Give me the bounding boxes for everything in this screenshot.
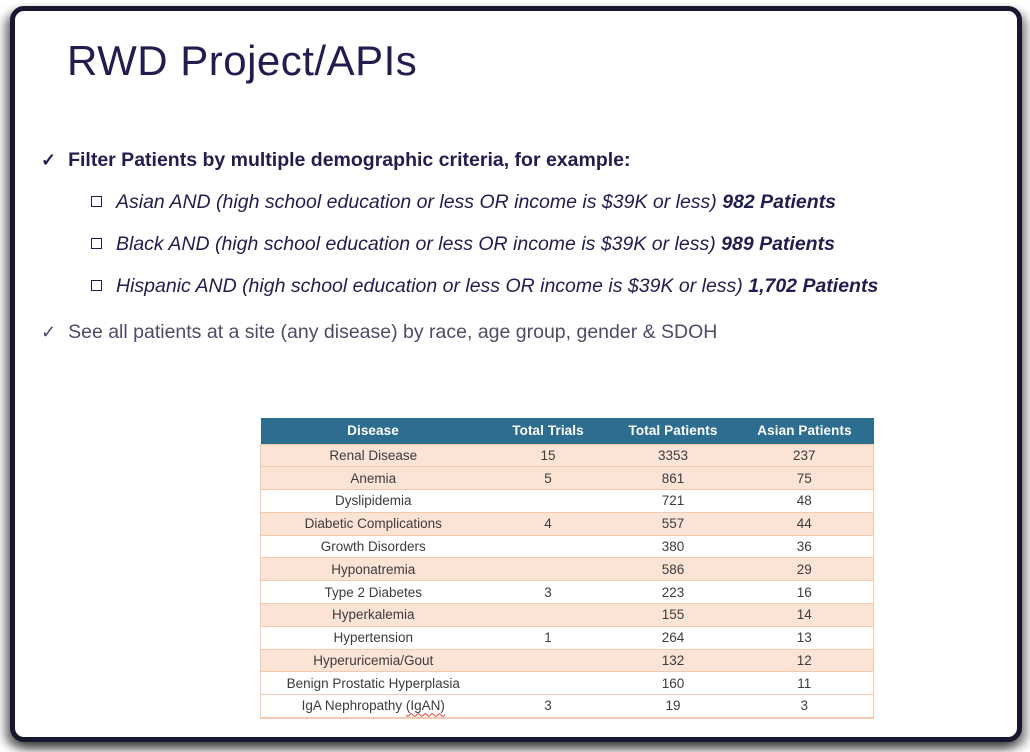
cell-total-trials (486, 535, 611, 558)
sub-bullet-asian (91, 190, 1007, 214)
column-header-asian-patients: Asian Patients (736, 418, 874, 444)
sub-bullet-hispanic-text: Hispanic AND (high school education or less OR income is $39K or less) 1,702 Patients (116, 275, 879, 297)
checkmark-icon: ✓ (41, 150, 57, 170)
sub-bullet-black (91, 232, 1007, 256)
cell-total-trials (486, 490, 611, 513)
table-row (261, 672, 874, 695)
table-row (261, 558, 874, 581)
table-row (261, 512, 874, 535)
cell-asian-patients: 14 (736, 604, 874, 627)
table-row (261, 444, 874, 467)
cell-disease: Benign Prostatic Hyperplasia (261, 672, 486, 695)
table-row (261, 490, 874, 513)
cell-asian-patients: 75 (736, 467, 874, 490)
cell-total-trials: 5 (486, 467, 611, 490)
column-header-disease: Disease (261, 418, 486, 444)
cell-total-patients: 3353 (611, 444, 736, 467)
slide (10, 6, 1022, 742)
cell-total-patients: 223 (611, 581, 736, 604)
cell-asian-patients: 12 (736, 649, 874, 672)
cell-total-patients: 155 (611, 604, 736, 627)
cell-asian-patients: 44 (736, 512, 874, 535)
cell-total-patients: 861 (611, 467, 736, 490)
square-bullet-icon (91, 280, 102, 291)
cell-total-trials: 1 (486, 626, 611, 649)
cell-asian-patients: 3 (736, 695, 874, 718)
bullet-see-all-patients (41, 320, 997, 344)
square-bullet-icon (91, 238, 102, 249)
cell-total-patients: 380 (611, 535, 736, 558)
column-header-total-patients: Total Patients (611, 418, 736, 444)
sub-bullet-black-text: Black AND (high school education or less OR income is $39K or less) 989 Patients (116, 233, 835, 255)
cell-total-trials: 15 (486, 444, 611, 467)
cell-asian-patients: 48 (736, 490, 874, 513)
cell-total-patients: 586 (611, 558, 736, 581)
disease-table-body (261, 444, 874, 718)
cell-total-patients: 19 (611, 695, 736, 718)
cell-disease: Anemia (261, 467, 486, 490)
cell-disease: IgA Nephropathy (IgAN) (261, 695, 486, 718)
cell-total-patients: 721 (611, 490, 736, 513)
table-row (261, 467, 874, 490)
cell-disease: Hyperkalemia (261, 604, 486, 627)
cell-asian-patients: 36 (736, 535, 874, 558)
cell-total-patients: 160 (611, 672, 736, 695)
column-header-total-trials: Total Trials (486, 418, 611, 444)
page-title: RWD Project/APIs (67, 37, 418, 84)
cell-disease: Hypertension (261, 626, 486, 649)
asian-patient-count: 982 Patients (722, 191, 837, 213)
sub-bullet-asian-text: Asian AND (high school education or less OR income is $39K or less) 982 Patients (116, 191, 837, 213)
cell-total-trials (486, 672, 611, 695)
cell-asian-patients: 29 (736, 558, 874, 581)
cell-disease: Growth Disorders (261, 535, 486, 558)
cell-disease: Hyponatremia (261, 558, 486, 581)
cell-total-trials: 3 (486, 581, 611, 604)
table-row (261, 535, 874, 558)
square-bullet-icon (91, 196, 102, 207)
sub-bullet-hispanic (91, 274, 1007, 298)
cell-disease: Type 2 Diabetes (261, 581, 486, 604)
cell-total-patients: 132 (611, 649, 736, 672)
bullet-filter-patients (41, 148, 997, 172)
cell-total-trials (486, 558, 611, 581)
table-row (261, 604, 874, 627)
cell-total-trials (486, 604, 611, 627)
bullet-see-all-patients-label: See all patients at a site (any disease) by race, age group, gender & SDOH (68, 321, 718, 343)
bullet-filter-patients-label: Filter Patients by multiple demographic criteria, for example: (68, 149, 631, 171)
table-row (261, 695, 874, 718)
cell-disease: Renal Disease (261, 444, 486, 467)
cell-disease: Dyslipidemia (261, 490, 486, 513)
disease-table (260, 418, 874, 719)
cell-total-trials: 4 (486, 512, 611, 535)
cell-asian-patients: 11 (736, 672, 874, 695)
cell-disease: Diabetic Complications (261, 512, 486, 535)
cell-total-trials (486, 649, 611, 672)
cell-total-patients: 557 (611, 512, 736, 535)
black-patient-count: 989 Patients (721, 233, 835, 255)
cell-disease: Hyperuricemia/Gout (261, 649, 486, 672)
cell-asian-patients: 16 (736, 581, 874, 604)
table-row (261, 581, 874, 604)
cell-asian-patients: 237 (736, 444, 874, 467)
table-row (261, 649, 874, 672)
cell-total-patients: 264 (611, 626, 736, 649)
cell-asian-patients: 13 (736, 626, 874, 649)
hispanic-patient-count: 1,702 Patients (748, 275, 879, 297)
table-header-row (261, 418, 874, 444)
checkmark-icon: ✓ (41, 322, 57, 342)
cell-total-trials: 3 (486, 695, 611, 718)
table-row (261, 626, 874, 649)
